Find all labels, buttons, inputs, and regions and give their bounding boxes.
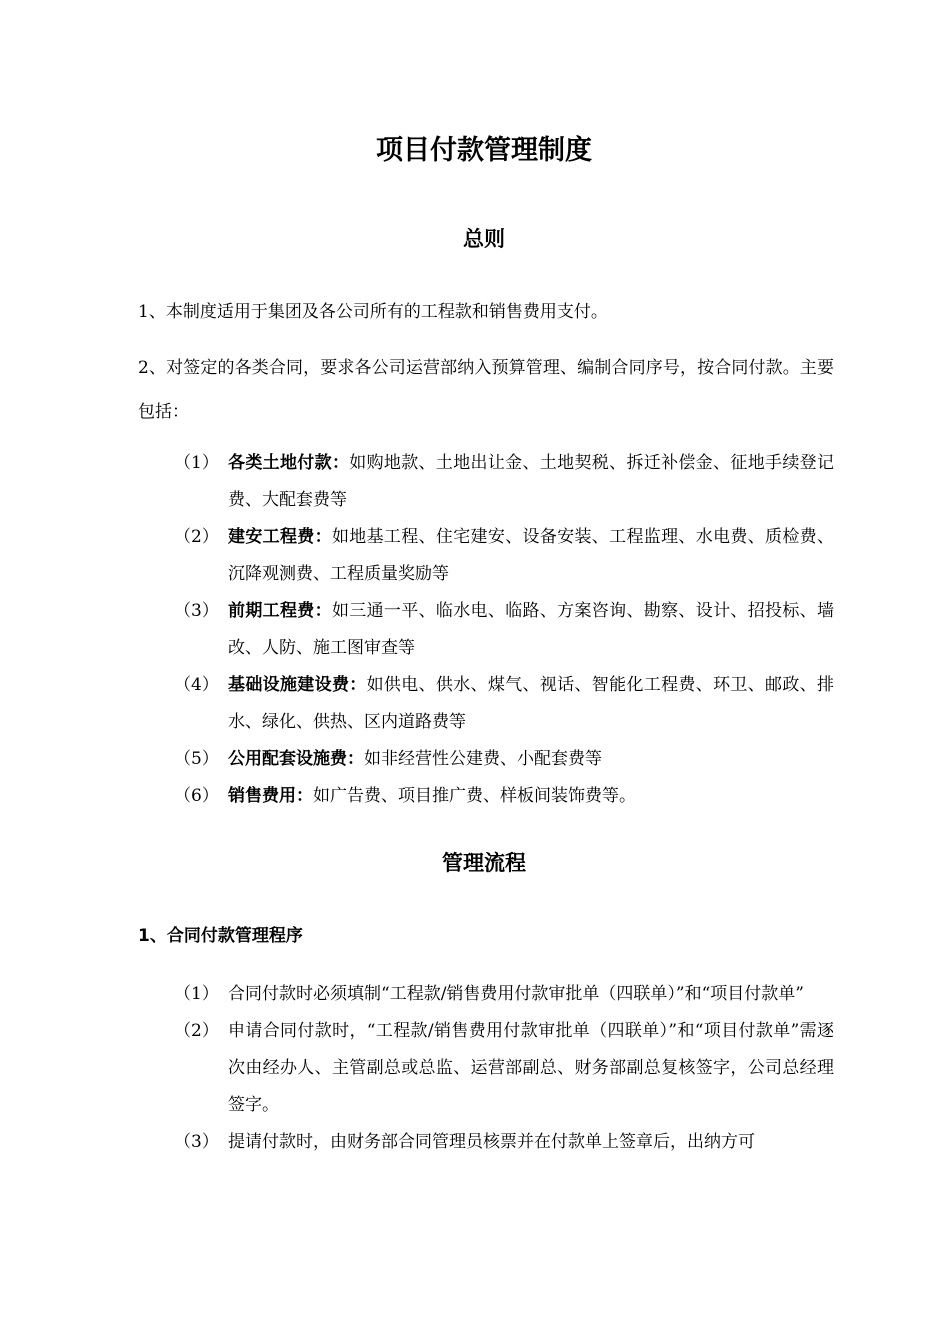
list-item-number: （5）: [174, 749, 219, 769]
paragraph-scope: 1、本制度适用于集团及各公司所有的工程款和销售费用支付。: [138, 302, 608, 322]
list-item-number: （3）: [174, 601, 219, 621]
subheading-contract-payment: 1、合同付款管理程序: [138, 926, 303, 946]
list-item-number: （3）: [174, 1132, 219, 1152]
list-item-number: （1）: [174, 453, 219, 473]
list-item-text: 如供电、供水、煤气、视话、智能化工程费、环卫、邮政、排水、绿化、供热、区内道路费等: [228, 675, 835, 732]
list-item: [174, 593, 834, 667]
list-item: [174, 519, 834, 593]
list-item-term: 销售费用：: [228, 786, 313, 806]
list-item: [174, 778, 834, 815]
list-item-text: 如三通一平、临水电、临路、方案咨询、勘察、设计、招投标、墙改、人防、施工图审查等: [228, 601, 835, 658]
list-item-text: 提请付款时，由财务部合同管理员核票并在付款单上签章后，出纳方可: [228, 1132, 755, 1152]
list-item: [174, 445, 834, 519]
payment-category-list: [174, 445, 834, 815]
paragraph-contracts: 2、对签定的各类合同，要求各公司运营部纳入预算管理、编制合同序号，按合同付款。主要包括：: [138, 358, 834, 422]
list-item: [174, 1013, 834, 1124]
list-item-text: 如购地款、土地出让金、土地契税、拆迁补偿金、征地手续登记费、大配套费等: [228, 453, 834, 510]
list-item-term: 前期工程费：: [228, 601, 332, 621]
list-item-number: （4）: [174, 675, 219, 695]
section-heading-general: 总则: [463, 227, 505, 251]
document-title: 项目付款管理制度: [376, 135, 592, 166]
list-item-term: 公用配套设施费：: [228, 749, 364, 769]
list-item: [174, 976, 834, 1013]
list-item-number: （2）: [174, 1021, 219, 1041]
list-item-text: 申请合同付款时，“工程款/销售费用付款审批单（四联单）”和“项目付款单”需逐次由经办人、主管副总或总监、运营部副总、财务部副总复核签字，公司总经理签字。: [228, 1021, 834, 1115]
list-item-term: 基础设施建设费：: [228, 675, 367, 695]
list-item-text: 合同付款时必须填制“工程款/销售费用付款审批单（四联单）”和“项目付款单”: [228, 984, 804, 1004]
list-item: [174, 741, 834, 778]
list-item-term: 建安工程费：: [228, 527, 332, 547]
list-item-number: （6）: [174, 786, 219, 806]
section-heading-process: 管理流程: [442, 851, 526, 875]
list-item-text: 如广告费、项目推广费、样板间装饰费等。: [313, 786, 636, 806]
list-item-number: （1）: [174, 984, 219, 1004]
list-item-text: 如非经营性公建费、小配套费等: [364, 749, 602, 769]
payment-procedure-list: [174, 976, 834, 1161]
list-item: [174, 667, 834, 741]
list-item: [174, 1124, 834, 1161]
list-item-number: （2）: [174, 527, 219, 547]
list-item-text: 如地基工程、住宅建安、设备安装、工程监理、水电费、质检费、沉降观测费、工程质量奖励等: [228, 527, 835, 584]
list-item-term: 各类土地付款：: [228, 453, 350, 473]
